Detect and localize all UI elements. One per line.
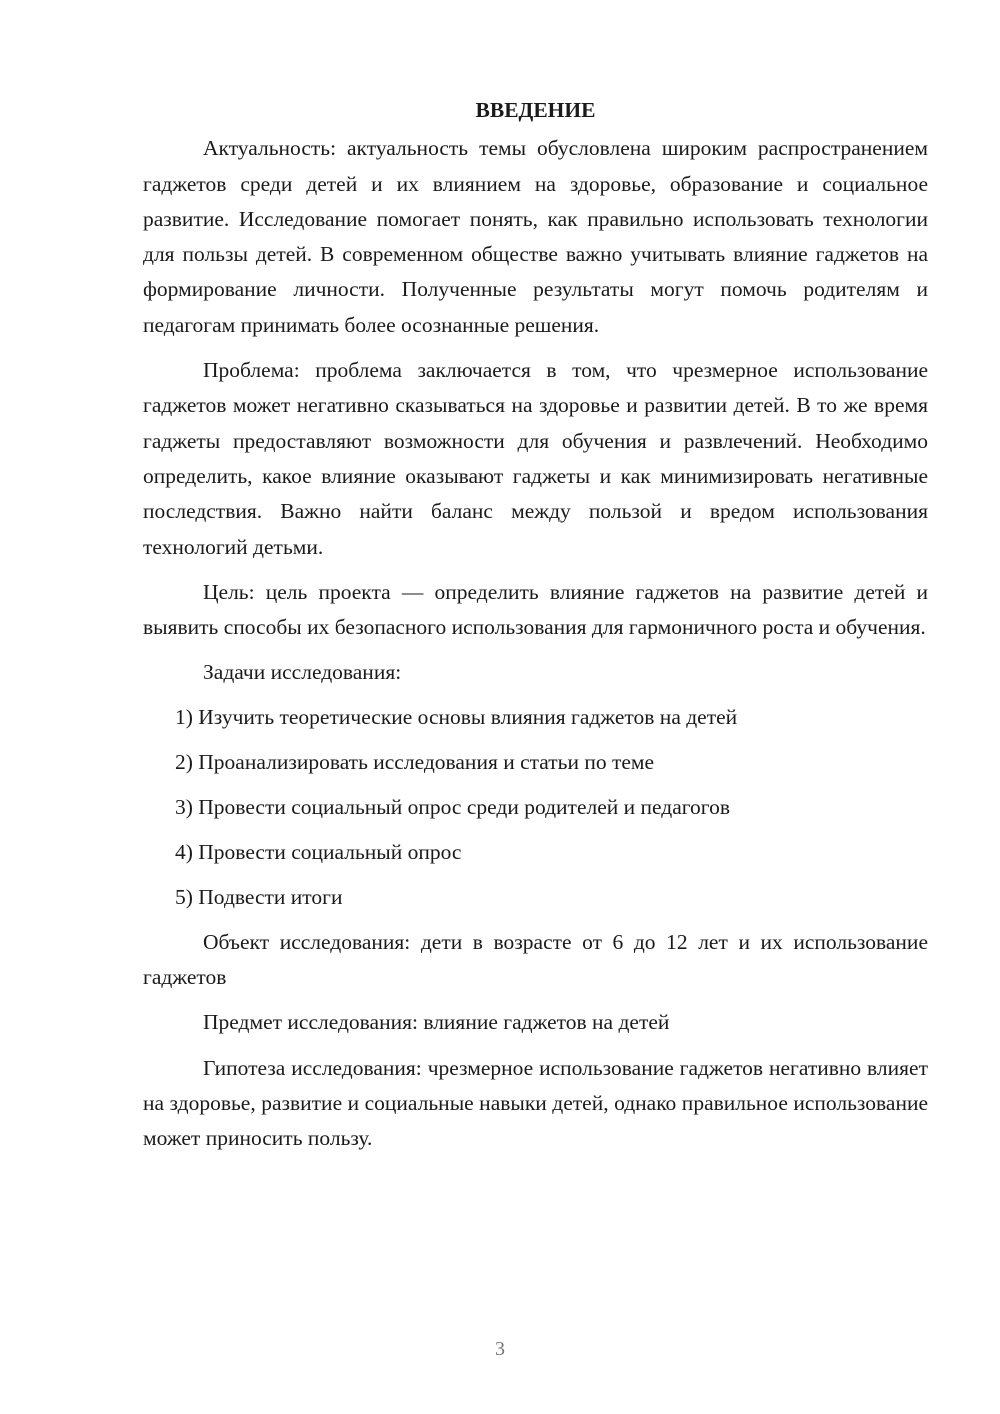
page-number: 3 — [495, 1338, 505, 1360]
problem-paragraph: Проблема: проблема заключается в том, что чрезмерное использование гаджетов может негативно сказываться на здоровье и развитии детей. В то же время гаджеты предоставляют возможности для обучения и развлечений. Необходимо определить, какое влияние оказывают гаджеты и как минимизировать негативные последствия. Важно найти баланс между пользой и вредом использования технологий детьми. — [143, 358, 928, 559]
task-item: 4) Провести социальный опрос — [175, 839, 462, 864]
section-title: ВВЕДЕНИЕ — [475, 98, 596, 122]
tasks-heading: Задачи исследования: — [203, 660, 402, 685]
task-item: 5) Подвести итоги — [175, 884, 343, 909]
object-paragraph: Объект исследования: дети в возрасте от 6 до 12 лет и их использование гаджетов — [143, 929, 928, 989]
hypothesis-paragraph: Гипотеза исследования: чрезмерное использование гаджетов негативно влияет на здоровье, развитие и социальные навыки детей, однако правильное использование может приносить пользу. — [143, 1055, 928, 1151]
goal-paragraph: Цель: цель проекта — определить влияние гаджетов на развитие детей и выявить способы их безопасного использования для гармоничного роста и обучения. — [143, 579, 928, 640]
subject-paragraph: Предмет исследования: влияние гаджетов на детей — [203, 1010, 670, 1035]
task-item: 1) Изучить теоретические основы влияния гаджетов на детей — [175, 704, 738, 729]
relevance-paragraph: Актуальность: актуальность темы обусловлена широким распространением гаджетов среди детей и их влиянием на здоровье, образование и социальное развитие. Исследование помогает понять, как правильно использовать технологии для пользы детей. В современном обществе важно учитывать влияние гаджетов на формирование личности. Полученные результаты могут помочь родителям и педагогам принимать более осознанные решения. — [143, 136, 928, 337]
task-item: 2) Проанализировать исследования и статьи по теме — [175, 749, 655, 774]
task-item: 3) Провести социальный опрос среди родителей и педагогов — [175, 794, 730, 819]
tasks-list — [143, 700, 928, 915]
